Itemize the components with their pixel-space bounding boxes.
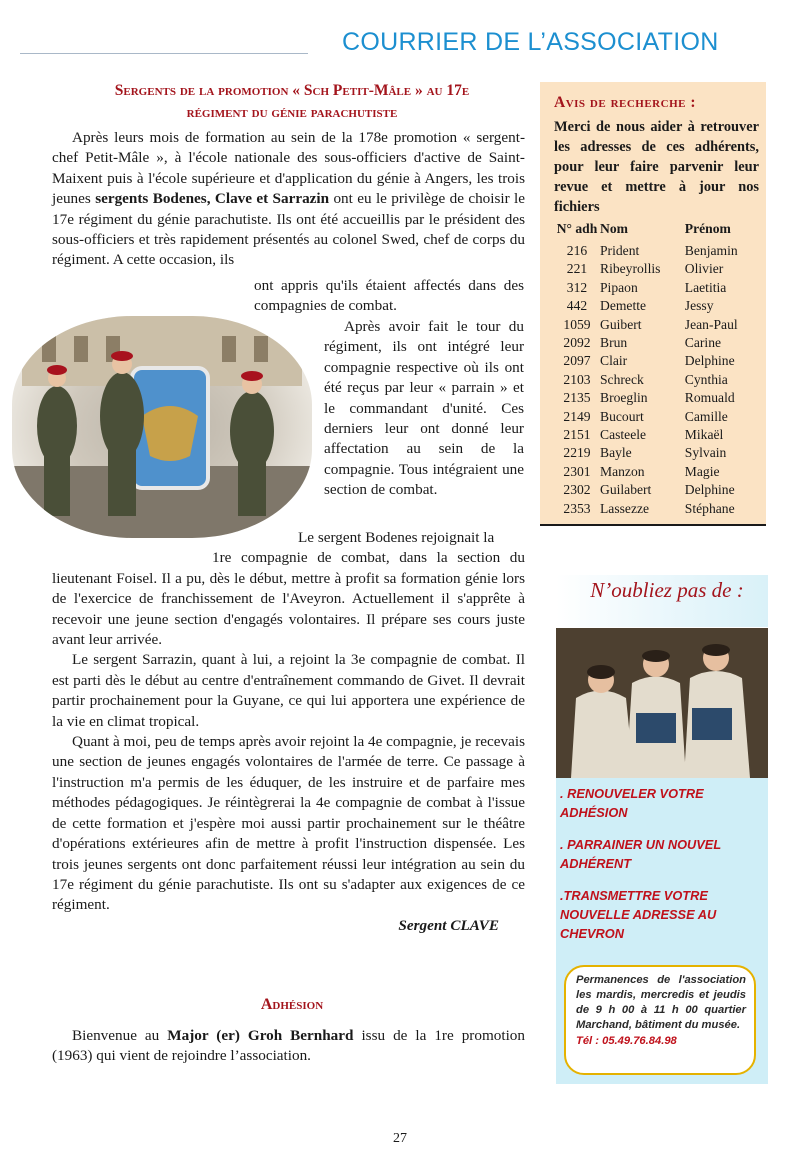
table-row (554, 316, 759, 334)
cell-nom: Bayle (600, 445, 632, 461)
table-row (554, 500, 759, 518)
permanence-box (564, 965, 756, 1075)
table-row (554, 389, 759, 407)
cell-prenom: Magie (684, 463, 720, 479)
cadets-photo (556, 628, 768, 778)
table-row (554, 352, 759, 370)
cell-nom: Ribeyrollis (600, 261, 661, 277)
p4-text: Le sergent Sarrazin, quant à lui, a rejoint la 3e compagnie de combat. Il est parti dès le début au centre d'entraînement commando de Givet. Il devrait partir prochainement pour la Guyane, ce qui lui apportera une expérience de la vie en climat tropical. (52, 651, 525, 730)
cell-num: 2301 (563, 463, 591, 479)
cell-prenom: Sylvain (684, 445, 727, 461)
cell-prenom: Delphine (684, 353, 735, 369)
cell-nom: Guibert (600, 316, 642, 332)
article-paragraph-1-end (254, 276, 524, 317)
adhesion-member: Major (er) Groh Bernhard (167, 1027, 354, 1044)
cell-num: 2219 (563, 445, 591, 461)
article-title-line1: Sergents de la promotion « Sch Petit-Mâle » au 17e (114, 82, 470, 99)
table-row (554, 279, 759, 297)
cell-num: 2149 (563, 408, 591, 424)
cell-prenom: Carine (684, 335, 722, 351)
cell-num: 2135 (563, 390, 591, 406)
cell-nom: Clair (600, 353, 628, 369)
cell-prenom: Cynthia (684, 371, 728, 387)
table-row (554, 481, 759, 499)
page-number: 27 (393, 1131, 407, 1146)
article-title (52, 80, 532, 124)
reminder-item-sponsor: . PARRAINER UN NOUVEL ADHÉRENT (560, 837, 721, 871)
cell-nom: Lassezze (600, 500, 650, 516)
table-row (554, 371, 759, 389)
table-row (554, 426, 759, 444)
cell-nom: Prident (600, 243, 640, 258)
reminder-list (556, 778, 768, 954)
cell-prenom: Camille (684, 408, 728, 424)
adhesion-text-b: issu de la 1re promotion (1963) qui vient de rejoindre l’association. (52, 1027, 525, 1065)
cell-num: 2151 (563, 427, 591, 443)
cell-prenom: Jean-Paul (684, 316, 738, 332)
avis-bottom-rule (540, 524, 766, 526)
adhesion-text (52, 1026, 525, 1067)
cell-prenom: Delphine (684, 482, 735, 498)
cell-num: 442 (566, 298, 588, 314)
table-row (554, 297, 759, 315)
cell-nom: Casteele (600, 427, 647, 443)
col-header-nom: Nom (600, 221, 628, 236)
cell-num: 1059 (563, 316, 591, 332)
cell-nom: Brun (600, 335, 628, 351)
avis-message: Merci de nous aider à retrouver les adresses de ces adhérents, pour leur faire parvenir leur revue et mettre à jour nos fichiers (554, 119, 759, 215)
p2-text: Après avoir fait le tour du régiment, ils ont intégré leur compagnie respective où ils ont été reçus par leur « parrain » et le commandant d'unité. Ces derniers leur ont donné leur affectation au sein de la compagnie. Tous intégraient une section de combat. (324, 318, 524, 499)
cell-prenom: Romuald (684, 390, 735, 406)
reminder-title: N’oubliez pas de : (590, 578, 744, 602)
table-row (554, 408, 759, 426)
article-lower (52, 528, 525, 936)
cell-prenom: Jessy (684, 298, 714, 314)
cell-prenom: Laetitia (684, 279, 727, 295)
cell-prenom: Stéphane (684, 500, 735, 516)
reminder-item-renew: . RENOUVELER VOTRE ADHÉSION (560, 786, 704, 820)
p1-text-a: Après leurs mois de formation au sein de la 178e promotion « sergent-chef Petit-Mâle », à l'école nationale des sous-officiers d'active de Saint-Maixent puis à l'école supérieure et d'application du génie à Angers, les trois jeunes (52, 129, 525, 208)
cell-prenom: Benjamin (684, 243, 738, 258)
cadets-illustration (556, 628, 768, 778)
article-paragraph-1 (52, 128, 525, 271)
permanence-text: Permanences de l'association les mardis, mercredis et jeudis de 9 h 00 à 11 h 00 quartier Marchand, bâtiment du musée. (576, 974, 746, 1031)
cell-num: 2103 (563, 371, 591, 387)
cell-num: 2353 (563, 500, 591, 516)
p1-text-b: ont eu le privilège de choisir le 17e régiment du génie parachutiste. Ils ont été accueillis par le président des sous-officiers et très rapidement présentés au colonel Swed, chef de corps du régiment. A cette occasion, ils (52, 190, 526, 269)
table-row (554, 444, 759, 462)
article-paragraph-2 (324, 317, 524, 501)
cell-num: 216 (566, 243, 588, 258)
table-header-row (554, 221, 759, 242)
article-title-line2: régiment du génie parachutiste (186, 104, 398, 121)
page-header-title: COURRIER DE L’ASSOCIATION (342, 28, 719, 56)
table-row (554, 260, 759, 278)
signature: Sergent CLAVE (398, 916, 499, 934)
photo-illustration (12, 316, 312, 538)
table-row (554, 334, 759, 352)
header-rule (20, 53, 308, 54)
permanence-phone: Tél : 05.49.76.84.98 (576, 1035, 677, 1047)
cell-nom: Guilabert (600, 482, 652, 498)
cell-nom: Pipaon (600, 279, 638, 295)
p5-text: Quant à moi, peu de temps après avoir rejoint la 4e compagnie, je recevais une section de jeunes engagés volontaires de l'armée de terre. Ce passage à l'instruction m'a permis de les éduquer, de les instruire et de parfaire mes méthodes pédagogiques. Je réintègrerai la 4e compagnie de combat à l'issue de cette formation et j'espère moi aussi partir prochainement sur le théâtre d'opérations extérieures afin de mettre à profit l'instruction dispensée. Les trois jeunes sergents ont donc parfaitement réussi leur intégration au sein du 17e régiment du génie parachutiste. Ils ont su s'adapter aux exigences de ce régiment. (52, 733, 525, 914)
cell-nom: Demette (600, 298, 647, 314)
col-header-num: N° adh (556, 221, 598, 236)
cell-num: 2302 (563, 482, 591, 498)
adhesion-title: Adhésion (260, 996, 324, 1013)
adhesion-text-a: Bienvenue au (72, 1027, 168, 1044)
table-row (554, 242, 759, 260)
p3-text-b: 1re compagnie de combat, dans la section du lieutenant Foisel. Il a pu, dès le début, mettre à profit sa formation génie lors de l'exercice de franchissement de l'Aveyron. Actuellement il s'apprête à recevoir une jeune section d'engagés volontaires. Il prépare ses cours juste avant leur arrivée. (52, 549, 525, 649)
sergeants-photo (12, 316, 312, 538)
col-header-prenom: Prénom (684, 221, 731, 236)
cell-nom: Manzon (600, 463, 645, 479)
cell-num: 2097 (563, 353, 591, 369)
cell-num: 2092 (563, 335, 591, 351)
avis-de-recherche-box (540, 82, 766, 524)
avis-title: Avis de recherche : (554, 94, 697, 111)
cell-nom: Bucourt (600, 408, 644, 424)
cell-nom: Broeglin (600, 390, 648, 406)
p3-text-a: Le sergent Bodenes rejoignait la (298, 529, 495, 546)
missing-members-table (554, 221, 759, 518)
p1-text-c: ont appris qu'ils étaient affectés dans des compagnies de combat. (254, 277, 524, 315)
reminder-item-address: .TRANSMETTRE VOTRE NOUVELLE ADRESSE AU CHEVRON (560, 888, 717, 941)
cell-nom: Schreck (600, 371, 644, 387)
table-row (554, 463, 759, 481)
cell-prenom: Olivier (684, 261, 724, 277)
cell-prenom: Mikaël (684, 427, 724, 443)
cell-num: 221 (566, 261, 588, 277)
cell-num: 312 (566, 279, 588, 295)
p1-names: sergents Bodenes, Clave et Sarrazin (95, 190, 330, 208)
